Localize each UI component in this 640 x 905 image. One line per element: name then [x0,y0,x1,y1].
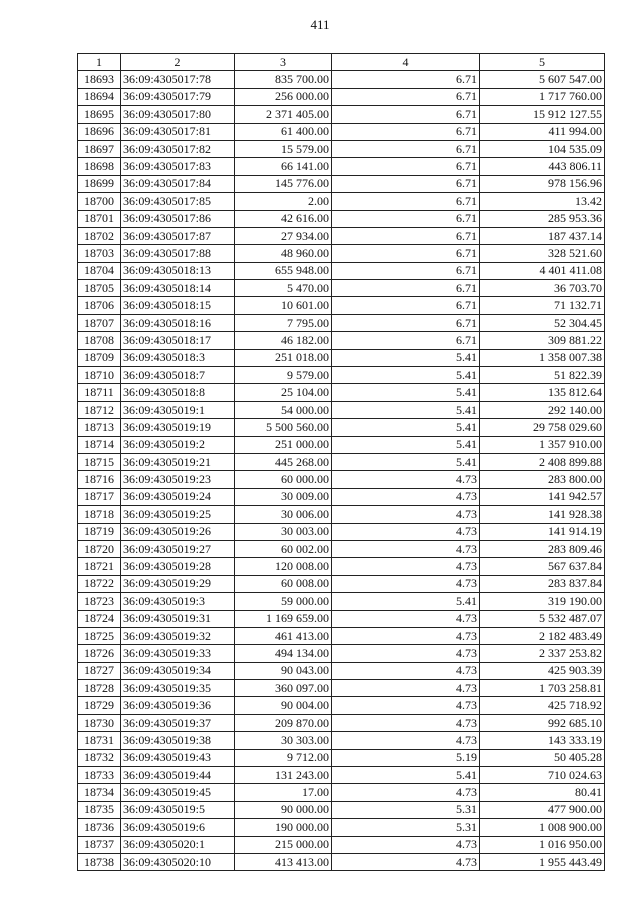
rate-cell: 4.73 [332,575,480,592]
rate-cell: 6.71 [332,262,480,279]
table-row [78,419,605,436]
rate-cell: 6.71 [332,123,480,140]
row-number-cell: 18704 [78,262,121,279]
cadastral-number-cell: 36:09:4305019:23 [121,471,235,488]
cadastral-number-cell: 36:09:4305019:28 [121,558,235,575]
row-number-cell: 18728 [78,680,121,697]
cadastral-value-cell: 52 304.45 [480,314,605,331]
area-cell: 461 413.00 [235,627,332,644]
cadastral-number-cell: 36:09:4305019:33 [121,645,235,662]
cadastral-value-cell: 425 903.39 [480,662,605,679]
cadastral-number-cell: 36:09:4305019:44 [121,767,235,784]
rate-cell: 6.71 [332,140,480,157]
rate-cell: 5.41 [332,419,480,436]
cadastral-value-cell: 425 718.92 [480,697,605,714]
area-cell: 131 243.00 [235,767,332,784]
area-cell: 30 303.00 [235,732,332,749]
cadastral-value-cell: 5 532 487.07 [480,610,605,627]
cadastral-value-cell: 1 016 950.00 [480,836,605,853]
rate-cell: 6.71 [332,245,480,262]
rate-cell: 6.71 [332,332,480,349]
column-header-4: 4 [332,54,480,71]
table-row [78,593,605,610]
row-number-cell: 18709 [78,349,121,366]
cadastral-value-cell: 15 912 127.55 [480,106,605,123]
area-cell: 48 960.00 [235,245,332,262]
rate-cell: 6.71 [332,210,480,227]
cadastral-value-cell: 1 358 007.38 [480,349,605,366]
rate-cell: 6.71 [332,158,480,175]
cadastral-number-cell: 36:09:4305019:34 [121,662,235,679]
table-row [78,349,605,366]
table-row [78,158,605,175]
rate-cell: 4.73 [332,645,480,662]
cadastral-number-cell: 36:09:4305017:84 [121,175,235,192]
table-row [78,367,605,384]
cadastral-value-cell: 13.42 [480,193,605,210]
rate-cell: 4.73 [332,488,480,505]
rate-cell: 4.73 [332,732,480,749]
cadastral-value-cell: 283 800.00 [480,471,605,488]
table-row [78,523,605,540]
rate-cell: 6.71 [332,227,480,244]
cadastral-number-cell: 36:09:4305019:43 [121,749,235,766]
table-row [78,784,605,801]
table-body [78,71,605,871]
cadastral-number-cell: 36:09:4305019:1 [121,401,235,418]
table-row [78,471,605,488]
area-cell: 54 000.00 [235,401,332,418]
row-number-cell: 18697 [78,140,121,157]
cadastral-value-cell: 187 437.14 [480,227,605,244]
cadastral-value-table [77,53,605,871]
row-number-cell: 18702 [78,227,121,244]
area-cell: 60 002.00 [235,540,332,557]
cadastral-value-cell: 1 717 760.00 [480,88,605,105]
area-cell: 2 371 405.00 [235,106,332,123]
area-cell: 42 616.00 [235,210,332,227]
cadastral-number-cell: 36:09:4305019:24 [121,488,235,505]
cadastral-number-cell: 36:09:4305017:80 [121,106,235,123]
cadastral-number-cell: 36:09:4305019:6 [121,819,235,836]
row-number-cell: 18694 [78,88,121,105]
cadastral-number-cell: 36:09:4305018:17 [121,332,235,349]
row-number-cell: 18723 [78,593,121,610]
table-row [78,436,605,453]
cadastral-value-cell: 567 637.84 [480,558,605,575]
rate-cell: 4.73 [332,784,480,801]
cadastral-value-cell: 2 337 253.82 [480,645,605,662]
area-cell: 90 043.00 [235,662,332,679]
cadastral-number-cell: 36:09:4305018:8 [121,384,235,401]
row-number-cell: 18707 [78,314,121,331]
cadastral-value-cell: 477 900.00 [480,801,605,818]
rate-cell: 5.31 [332,819,480,836]
cadastral-value-cell: 71 132.71 [480,297,605,314]
rate-cell: 6.71 [332,88,480,105]
cadastral-number-cell: 36:09:4305018:15 [121,297,235,314]
table-row [78,732,605,749]
table-header-row [78,54,605,71]
area-cell: 46 182.00 [235,332,332,349]
row-number-cell: 18730 [78,714,121,731]
cadastral-value-cell: 411 994.00 [480,123,605,140]
area-cell: 17.00 [235,784,332,801]
cadastral-value-cell: 283 809.46 [480,540,605,557]
rate-cell: 4.73 [332,853,480,870]
cadastral-number-cell: 36:09:4305017:88 [121,245,235,262]
row-number-cell: 18720 [78,540,121,557]
area-cell: 10 601.00 [235,297,332,314]
table-row [78,836,605,853]
area-cell: 9 712.00 [235,749,332,766]
area-cell: 7 795.00 [235,314,332,331]
row-number-cell: 18703 [78,245,121,262]
rate-cell: 4.73 [332,697,480,714]
area-cell: 90 000.00 [235,801,332,818]
table-row [78,819,605,836]
rate-cell: 4.73 [332,540,480,557]
cadastral-value-cell: 80.41 [480,784,605,801]
area-cell: 2.00 [235,193,332,210]
cadastral-number-cell: 36:09:4305017:83 [121,158,235,175]
area-cell: 66 141.00 [235,158,332,175]
row-number-cell: 18706 [78,297,121,314]
cadastral-number-cell: 36:09:4305019:5 [121,801,235,818]
area-cell: 61 400.00 [235,123,332,140]
area-cell: 145 776.00 [235,175,332,192]
table-row [78,401,605,418]
table-row [78,697,605,714]
cadastral-number-cell: 36:09:4305019:3 [121,593,235,610]
cadastral-value-cell: 978 156.96 [480,175,605,192]
rate-cell: 4.73 [332,836,480,853]
rate-cell: 4.73 [332,471,480,488]
table-row [78,280,605,297]
row-number-cell: 18734 [78,784,121,801]
area-cell: 256 000.00 [235,88,332,105]
row-number-cell: 18710 [78,367,121,384]
area-cell: 120 008.00 [235,558,332,575]
cadastral-value-cell: 5 607 547.00 [480,71,605,88]
table-row [78,123,605,140]
table-row [78,332,605,349]
rate-cell: 5.31 [332,801,480,818]
row-number-cell: 18718 [78,506,121,523]
cadastral-number-cell: 36:09:4305018:7 [121,367,235,384]
rate-cell: 4.73 [332,610,480,627]
cadastral-value-cell: 1 955 443.49 [480,853,605,870]
row-number-cell: 18729 [78,697,121,714]
cadastral-number-cell: 36:09:4305019:45 [121,784,235,801]
area-cell: 190 000.00 [235,819,332,836]
cadastral-number-cell: 36:09:4305020:10 [121,853,235,870]
table-row [78,314,605,331]
cadastral-number-cell: 36:09:4305019:2 [121,436,235,453]
table-row [78,575,605,592]
column-header-3: 3 [235,54,332,71]
area-cell: 60 008.00 [235,575,332,592]
rate-cell: 4.73 [332,662,480,679]
row-number-cell: 18696 [78,123,121,140]
table-row [78,193,605,210]
table-row [78,297,605,314]
area-cell: 59 000.00 [235,593,332,610]
table-row [78,540,605,557]
row-number-cell: 18724 [78,610,121,627]
rate-cell: 6.71 [332,175,480,192]
table-row [78,88,605,105]
row-number-cell: 18732 [78,749,121,766]
cadastral-value-cell: 141 942.57 [480,488,605,505]
cadastral-number-cell: 36:09:4305017:87 [121,227,235,244]
column-header-2: 2 [121,54,235,71]
row-number-cell: 18725 [78,627,121,644]
cadastral-value-cell: 141 914.19 [480,523,605,540]
row-number-cell: 18738 [78,853,121,870]
row-number-cell: 18715 [78,453,121,470]
cadastral-value-cell: 285 953.36 [480,210,605,227]
table-row [78,453,605,470]
cadastral-value-cell: 309 881.22 [480,332,605,349]
row-number-cell: 18733 [78,767,121,784]
row-number-cell: 18711 [78,384,121,401]
cadastral-value-cell: 292 140.00 [480,401,605,418]
area-cell: 5 470.00 [235,280,332,297]
row-number-cell: 18722 [78,575,121,592]
cadastral-number-cell: 36:09:4305017:81 [121,123,235,140]
cadastral-value-cell: 1 703 258.81 [480,680,605,697]
cadastral-number-cell: 36:09:4305017:86 [121,210,235,227]
row-number-cell: 18712 [78,401,121,418]
table-row [78,680,605,697]
row-number-cell: 18727 [78,662,121,679]
row-number-cell: 18695 [78,106,121,123]
area-cell: 27 934.00 [235,227,332,244]
rate-cell: 6.71 [332,314,480,331]
cadastral-number-cell: 36:09:4305017:78 [121,71,235,88]
rate-cell: 5.41 [332,349,480,366]
area-cell: 9 579.00 [235,367,332,384]
row-number-cell: 18726 [78,645,121,662]
rate-cell: 5.41 [332,593,480,610]
cadastral-number-cell: 36:09:4305019:32 [121,627,235,644]
cadastral-value-cell: 443 806.11 [480,158,605,175]
rate-cell: 5.41 [332,384,480,401]
cadastral-number-cell: 36:09:4305019:29 [121,575,235,592]
area-cell: 413 413.00 [235,853,332,870]
page-number: 411 [310,17,330,32]
table-row [78,506,605,523]
cadastral-number-cell: 36:09:4305020:1 [121,836,235,853]
cadastral-number-cell: 36:09:4305018:3 [121,349,235,366]
row-number-cell: 18716 [78,471,121,488]
area-cell: 251 018.00 [235,349,332,366]
rate-cell: 4.73 [332,523,480,540]
area-cell: 215 000.00 [235,836,332,853]
rate-cell: 4.73 [332,714,480,731]
cadastral-value-cell: 143 333.19 [480,732,605,749]
table-row [78,106,605,123]
cadastral-value-cell: 283 837.84 [480,575,605,592]
rate-cell: 5.19 [332,749,480,766]
table-row [78,714,605,731]
row-number-cell: 18737 [78,836,121,853]
area-cell: 30 009.00 [235,488,332,505]
table-row [78,140,605,157]
cadastral-number-cell: 36:09:4305019:31 [121,610,235,627]
area-cell: 494 134.00 [235,645,332,662]
rate-cell: 5.41 [332,436,480,453]
table-row [78,71,605,88]
area-cell: 30 003.00 [235,523,332,540]
cadastral-number-cell: 36:09:4305019:37 [121,714,235,731]
table-row [78,662,605,679]
row-number-cell: 18735 [78,801,121,818]
rate-cell: 5.41 [332,767,480,784]
table-row [78,488,605,505]
rate-cell: 6.71 [332,297,480,314]
cadastral-value-cell: 36 703.70 [480,280,605,297]
area-cell: 5 500 560.00 [235,419,332,436]
column-header-5: 5 [480,54,605,71]
rate-cell: 6.71 [332,106,480,123]
table-row [78,175,605,192]
row-number-cell: 18731 [78,732,121,749]
cadastral-number-cell: 36:09:4305017:82 [121,140,235,157]
cadastral-number-cell: 36:09:4305019:36 [121,697,235,714]
area-cell: 360 097.00 [235,680,332,697]
table-row [78,767,605,784]
row-number-cell: 18699 [78,175,121,192]
table-row [78,210,605,227]
rate-cell: 4.73 [332,558,480,575]
cadastral-value-cell: 29 758 029.60 [480,419,605,436]
table-row [78,384,605,401]
table-row [78,801,605,818]
area-cell: 445 268.00 [235,453,332,470]
row-number-cell: 18713 [78,419,121,436]
cadastral-number-cell: 36:09:4305017:79 [121,88,235,105]
area-cell: 835 700.00 [235,71,332,88]
rate-cell: 4.73 [332,506,480,523]
table-row [78,558,605,575]
cadastral-value-cell: 1 357 910.00 [480,436,605,453]
area-cell: 30 006.00 [235,506,332,523]
table-row [78,749,605,766]
cadastral-number-cell: 36:09:4305017:85 [121,193,235,210]
area-cell: 25 104.00 [235,384,332,401]
cadastral-value-cell: 141 928.38 [480,506,605,523]
cadastral-value-cell: 319 190.00 [480,593,605,610]
cadastral-value-cell: 4 401 411.08 [480,262,605,279]
table-row [78,610,605,627]
cadastral-number-cell: 36:09:4305019:38 [121,732,235,749]
area-cell: 251 000.00 [235,436,332,453]
rate-cell: 5.41 [332,453,480,470]
cadastral-value-cell: 135 812.64 [480,384,605,401]
table-row [78,645,605,662]
row-number-cell: 18700 [78,193,121,210]
cadastral-value-cell: 992 685.10 [480,714,605,731]
area-cell: 90 004.00 [235,697,332,714]
rate-cell: 5.41 [332,367,480,384]
area-cell: 1 169 659.00 [235,610,332,627]
table-row [78,853,605,870]
cadastral-value-cell: 50 405.28 [480,749,605,766]
row-number-cell: 18698 [78,158,121,175]
cadastral-number-cell: 36:09:4305019:35 [121,680,235,697]
cadastral-value-cell: 1 008 900.00 [480,819,605,836]
column-header-1: 1 [78,54,121,71]
row-number-cell: 18736 [78,819,121,836]
cadastral-number-cell: 36:09:4305018:14 [121,280,235,297]
row-number-cell: 18693 [78,71,121,88]
table-row [78,245,605,262]
cadastral-number-cell: 36:09:4305018:13 [121,262,235,279]
cadastral-number-cell: 36:09:4305018:16 [121,314,235,331]
row-number-cell: 18717 [78,488,121,505]
rate-cell: 6.71 [332,193,480,210]
area-cell: 209 870.00 [235,714,332,731]
row-number-cell: 18708 [78,332,121,349]
area-cell: 655 948.00 [235,262,332,279]
cadastral-number-cell: 36:09:4305019:26 [121,523,235,540]
area-cell: 15 579.00 [235,140,332,157]
cadastral-value-cell: 2 182 483.49 [480,627,605,644]
cadastral-value-cell: 710 024.63 [480,767,605,784]
cadastral-value-cell: 51 822.39 [480,367,605,384]
row-number-cell: 18714 [78,436,121,453]
cadastral-value-cell: 2 408 899.88 [480,453,605,470]
table-row [78,627,605,644]
cadastral-number-cell: 36:09:4305019:19 [121,419,235,436]
rate-cell: 5.41 [332,401,480,418]
row-number-cell: 18701 [78,210,121,227]
rate-cell: 4.73 [332,680,480,697]
row-number-cell: 18719 [78,523,121,540]
area-cell: 60 000.00 [235,471,332,488]
cadastral-value-cell: 328 521.60 [480,245,605,262]
cadastral-number-cell: 36:09:4305019:27 [121,540,235,557]
cadastral-value-cell: 104 535.09 [480,140,605,157]
table-row [78,227,605,244]
cadastral-number-cell: 36:09:4305019:25 [121,506,235,523]
rate-cell: 4.73 [332,627,480,644]
row-number-cell: 18705 [78,280,121,297]
cadastral-number-cell: 36:09:4305019:21 [121,453,235,470]
row-number-cell: 18721 [78,558,121,575]
rate-cell: 6.71 [332,280,480,297]
rate-cell: 6.71 [332,71,480,88]
table-row [78,262,605,279]
